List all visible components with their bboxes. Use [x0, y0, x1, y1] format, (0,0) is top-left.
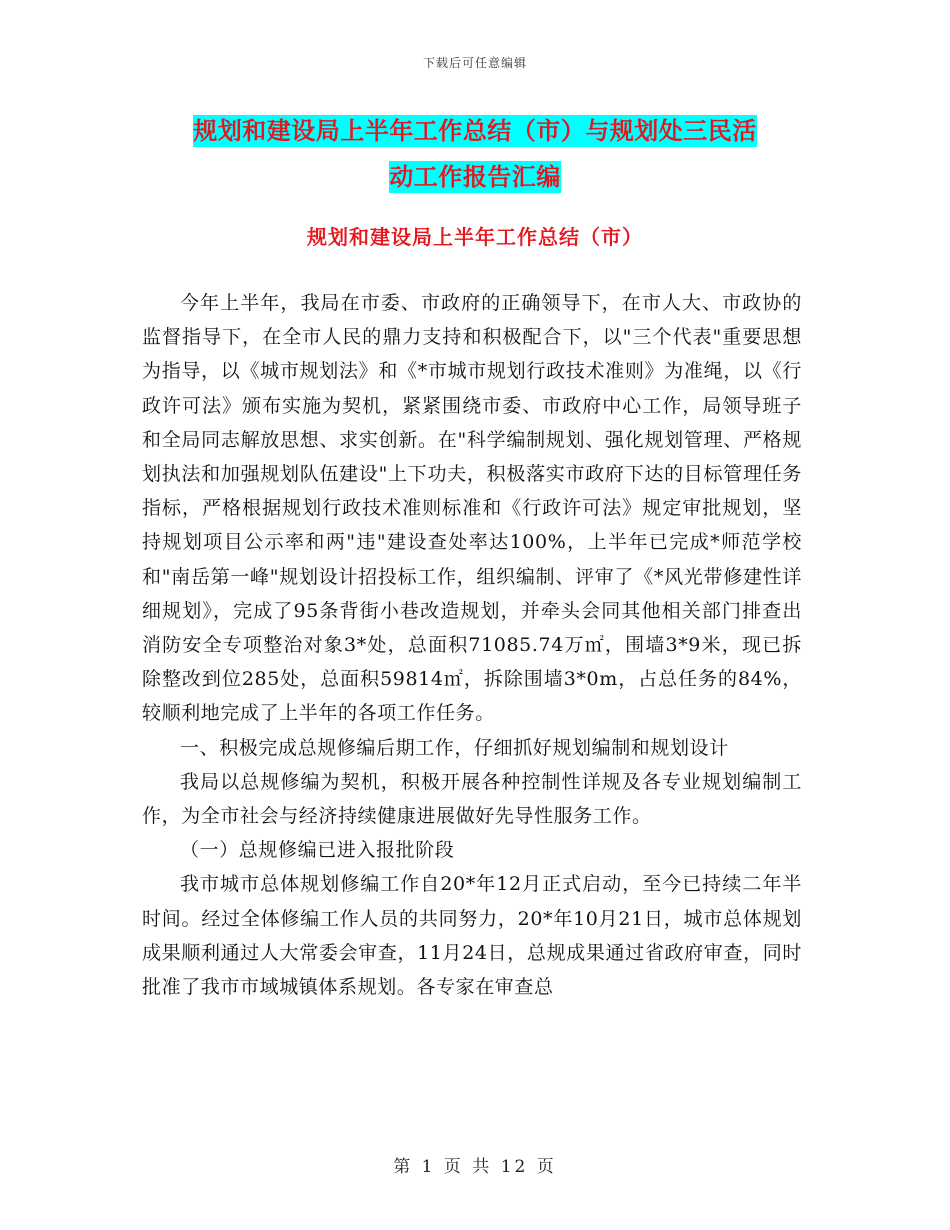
page-header-note: 下载后可任意编辑: [422, 56, 527, 70]
paragraph-subheading-1: （一）总规修编已进入报批阶段: [180, 839, 455, 862]
paragraph-intro: 今年上半年，我局在市委、市政府的正确领导下，在市人大、市政协的监督指导下，在全市人民的鼎力支持和积极配合下，以"三个代表"重要思想为指导，以《城市规划法》和《*市城市规划行政技术准则》为准绳，以《行政许可法》颁布实施为契机，紧紧围绕市委、市政府中心工作，局领导班子和全局同志解放思想、求实创新。在"科学编制规划、强化规划管理、严格规划执法和加强规划队伍建设"上下功夫，积极落实市政府下达的目标管理任务指标，严格根据规划行政技术准则标准和《行政许可法》规定审批规划，坚持规划项目公示率和两"违"建设查处率达100%，上半年已完成*师范学校和"南岳第一峰"规划设计招投标工作，组织编制、评审了《*风光带修建性详细规划》，完成了95条背街小巷改造规划，并牵头会同其他相关部门排查出消防安全专项整治对象3*处，总面积71085.74万㎡，围墙3*9米，现已拆除整改到位285处，总面积59814㎡，拆除围墙3*0m，占总任务的84%，较顺利地完成了上半年的各项工作任务。: [142, 292, 802, 725]
page-number-footer: 第 1 页 共 12 页: [393, 1157, 557, 1177]
document-title-line-2: 动工作报告汇编: [389, 163, 561, 191]
section-title: 规划和建设局上半年工作总结（市）: [307, 225, 643, 249]
document-title: [140, 108, 810, 200]
paragraph-2: 我局以总规修编为契机，积极开展各种控制性详规及各专业规划编制工作，为全市社会与经济持续健康进展做好先导性服务工作。: [142, 770, 802, 828]
paragraph-4: 我市城市总体规划修编工作自20*年12月正式启动，至今已持续二年半时间。经过全体修编工作人员的共同努力，20*年10月21日，城市总体规划成果顺利通过人大常委会审查，11月24日，总规成果通过省政府审查，同时批准了我市市域城镇体系规划。各专家在审查总: [142, 873, 802, 999]
paragraph-heading-1: 一、积极完成总规修编后期工作，仔细抓好规划编制和规划设计: [180, 736, 729, 759]
document-title-line-1: 规划和建设局上半年工作总结（市）与规划处三民活: [193, 117, 757, 145]
document-body: [142, 286, 802, 1004]
